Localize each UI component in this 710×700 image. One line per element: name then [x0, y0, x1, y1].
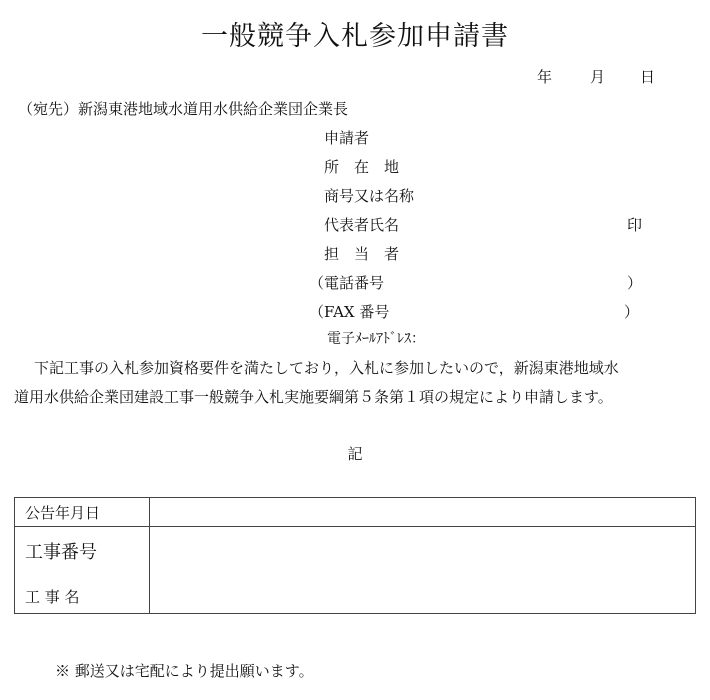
work-field[interactable] [150, 527, 696, 614]
address-label: 所 在 地 [324, 158, 400, 176]
document-title: 一般競争入札参加申請書 [201, 21, 509, 52]
date-year: 年 [537, 68, 553, 86]
fax-label: （FAX 番号 [309, 303, 390, 321]
announce-date-field[interactable] [150, 498, 696, 527]
ki-heading: 記 [347, 445, 363, 463]
work-label-cell [15, 527, 150, 614]
phone-label: （電話番号 [309, 274, 385, 292]
work-name-label: 工 事 名 [25, 587, 80, 606]
date-day: 日 [640, 68, 656, 86]
work-number-label: 工事番号 [25, 541, 97, 563]
seal-mark: 印 [627, 216, 643, 234]
body-line-2: 道用水供給企業団建設工事一般競争入札実施要綱第５条第１項の規定により申請します。 [14, 388, 613, 406]
application-table [14, 497, 696, 614]
addressee: （宛先）新潟東港地域水道用水供給企業団企業長 [18, 100, 349, 118]
date-month: 月 [590, 68, 606, 86]
announce-date-label: 公告年月日 [15, 498, 150, 527]
representative-label: 代表者氏名 [324, 216, 400, 234]
body-line-1: 下記工事の入札参加資格要件を満たしており，入札に参加したいので，新潟東港地域水 [34, 359, 619, 377]
fax-close-paren: ） [624, 303, 640, 321]
phone-close-paren: ） [627, 274, 643, 292]
submission-note: ※ 郵送又は宅配により提出願います。 [55, 662, 314, 680]
applicant-heading: 申請者 [324, 129, 370, 147]
person-in-charge-label: 担 当 者 [324, 245, 400, 263]
trade-name-label: 商号又は名称 [324, 187, 415, 205]
email-label: 電子ﾒｰﾙｱﾄﾞﾚｽ： [327, 331, 425, 347]
